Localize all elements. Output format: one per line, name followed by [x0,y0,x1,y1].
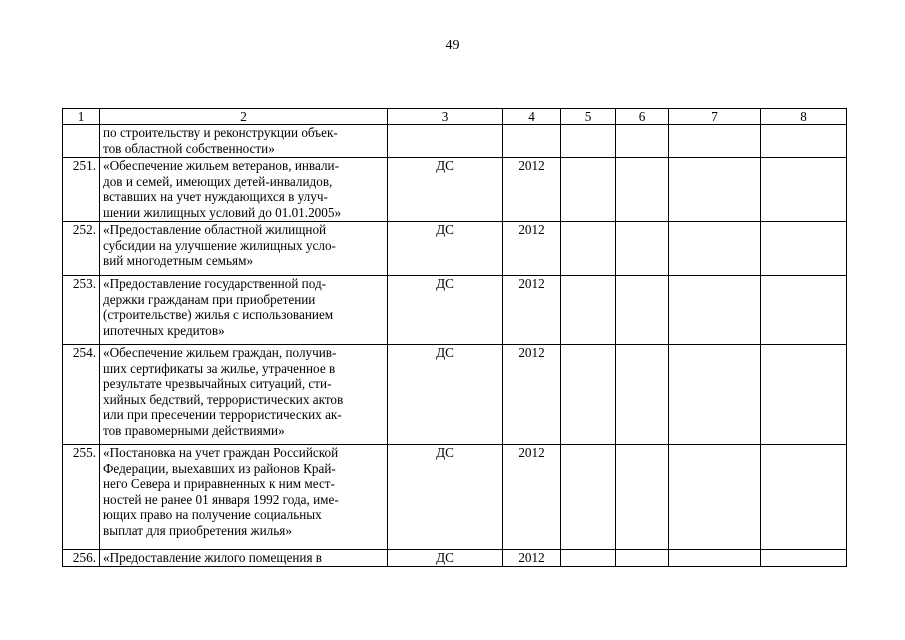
service-name-line: вставших на учет нуждающихся в улуч- [103,189,328,205]
service-name-line: Федерации, выехавших из районов Край- [103,460,336,476]
service-name-line: «Предоставление областной жилищной [103,222,327,237]
service-name-line: дов и семей, имеющих детей-инвалидов, [103,173,333,189]
empty-cell [561,445,616,550]
row-number: 255. [63,445,100,550]
service-name [100,158,388,222]
service-name-line: ющих право на получение социальных [103,507,322,523]
empty-cell [669,345,761,445]
service-name [100,276,388,345]
column-header-2: 2 [100,109,388,125]
empty-cell [616,550,669,567]
empty-cell [761,125,847,158]
year-cell: 2012 [503,222,561,276]
executor-cell: ДС [388,276,503,345]
service-name [100,445,388,550]
service-name-line: «Обеспечение жильем ветеранов, инвали- [103,158,339,173]
service-name-line: «Предоставление государственной под- [103,276,327,291]
empty-cell [761,445,847,550]
empty-cell [616,158,669,222]
year-cell: 2012 [503,158,561,222]
service-name-line: выплат для приобретения жилья» [103,522,292,538]
empty-cell [669,158,761,222]
executor-cell: ДС [388,222,503,276]
row-number: 251. [63,158,100,222]
table-row [63,345,847,445]
service-name-line: по строительству и реконструкции объек- [103,125,338,140]
empty-cell [561,345,616,445]
row-number: 252. [63,222,100,276]
empty-cell [761,550,847,567]
empty-cell [561,125,616,158]
row-number: 256. [63,550,100,567]
year-cell [503,125,561,158]
service-name-line: вий многодетным семьям» [103,253,254,269]
empty-cell [561,158,616,222]
table-row [63,276,847,345]
row-number: 253. [63,276,100,345]
empty-cell [616,276,669,345]
column-header-3: 3 [388,109,503,125]
executor-cell: ДС [388,158,503,222]
empty-cell [761,276,847,345]
year-cell: 2012 [503,445,561,550]
table-row [63,158,847,222]
row-number [63,125,100,158]
service-name-line: «Постановка на учет граждан Российской [103,445,339,460]
executor-cell: ДС [388,345,503,445]
service-name-line: тов областной собственности» [103,140,275,156]
executor-cell: ДС [388,445,503,550]
empty-cell [669,125,761,158]
year-cell: 2012 [503,345,561,445]
table-row [63,550,847,567]
service-name-line: тов правомерными действиями» [103,422,285,438]
service-name-line: него Севера и приравненных к ним мест- [103,476,335,492]
column-header-6: 6 [616,109,669,125]
year-cell: 2012 [503,550,561,567]
service-name-line: ших сертификаты за жилье, утраченное в [103,360,336,376]
service-name-line: «Обеспечение жильем граждан, получив- [103,345,337,360]
empty-cell [669,445,761,550]
column-header-8: 8 [761,109,847,125]
service-name-line: шении жилищных условий до 01.01.2005» [103,204,342,220]
column-header-4: 4 [503,109,561,125]
year-cell: 2012 [503,276,561,345]
service-name-line: хийных бедствий, террористических актов [103,391,344,407]
table-row [63,222,847,276]
empty-cell [669,550,761,567]
empty-cell [561,550,616,567]
service-name-line: ностей не ранее 01 января 1992 года, име- [103,491,339,507]
service-name-line: «Предоставление жилого помещения в [103,550,323,565]
service-name-line: или при пресечении террористических ак- [103,407,342,423]
executor-cell [388,125,503,158]
empty-cell [761,345,847,445]
table-row [63,125,847,158]
row-number: 254. [63,345,100,445]
column-header-7: 7 [669,109,761,125]
service-name-line: субсидии на улучшение жилищных усло- [103,237,336,253]
service-name [100,125,388,158]
table-header-row [63,109,847,125]
service-name [100,345,388,445]
empty-cell [616,345,669,445]
empty-cell [616,222,669,276]
empty-cell [761,222,847,276]
empty-cell [561,276,616,345]
empty-cell [669,222,761,276]
empty-cell [561,222,616,276]
table-row [63,445,847,550]
column-header-1: 1 [63,109,100,125]
empty-cell [616,125,669,158]
service-name [100,222,388,276]
service-name-line: держки гражданам при приобретении [103,291,316,307]
service-name-line: результате чрезвычайных ситуаций, сти- [103,376,332,392]
services-table [62,108,847,567]
executor-cell: ДС [388,550,503,567]
empty-cell [669,276,761,345]
empty-cell [761,158,847,222]
page-number: 49 [445,38,460,53]
service-name-line: (строительстве) жилья с использованием [103,307,334,323]
empty-cell [616,445,669,550]
column-header-5: 5 [561,109,616,125]
service-name-line: ипотечных кредитов» [103,322,225,338]
service-name [100,550,388,567]
